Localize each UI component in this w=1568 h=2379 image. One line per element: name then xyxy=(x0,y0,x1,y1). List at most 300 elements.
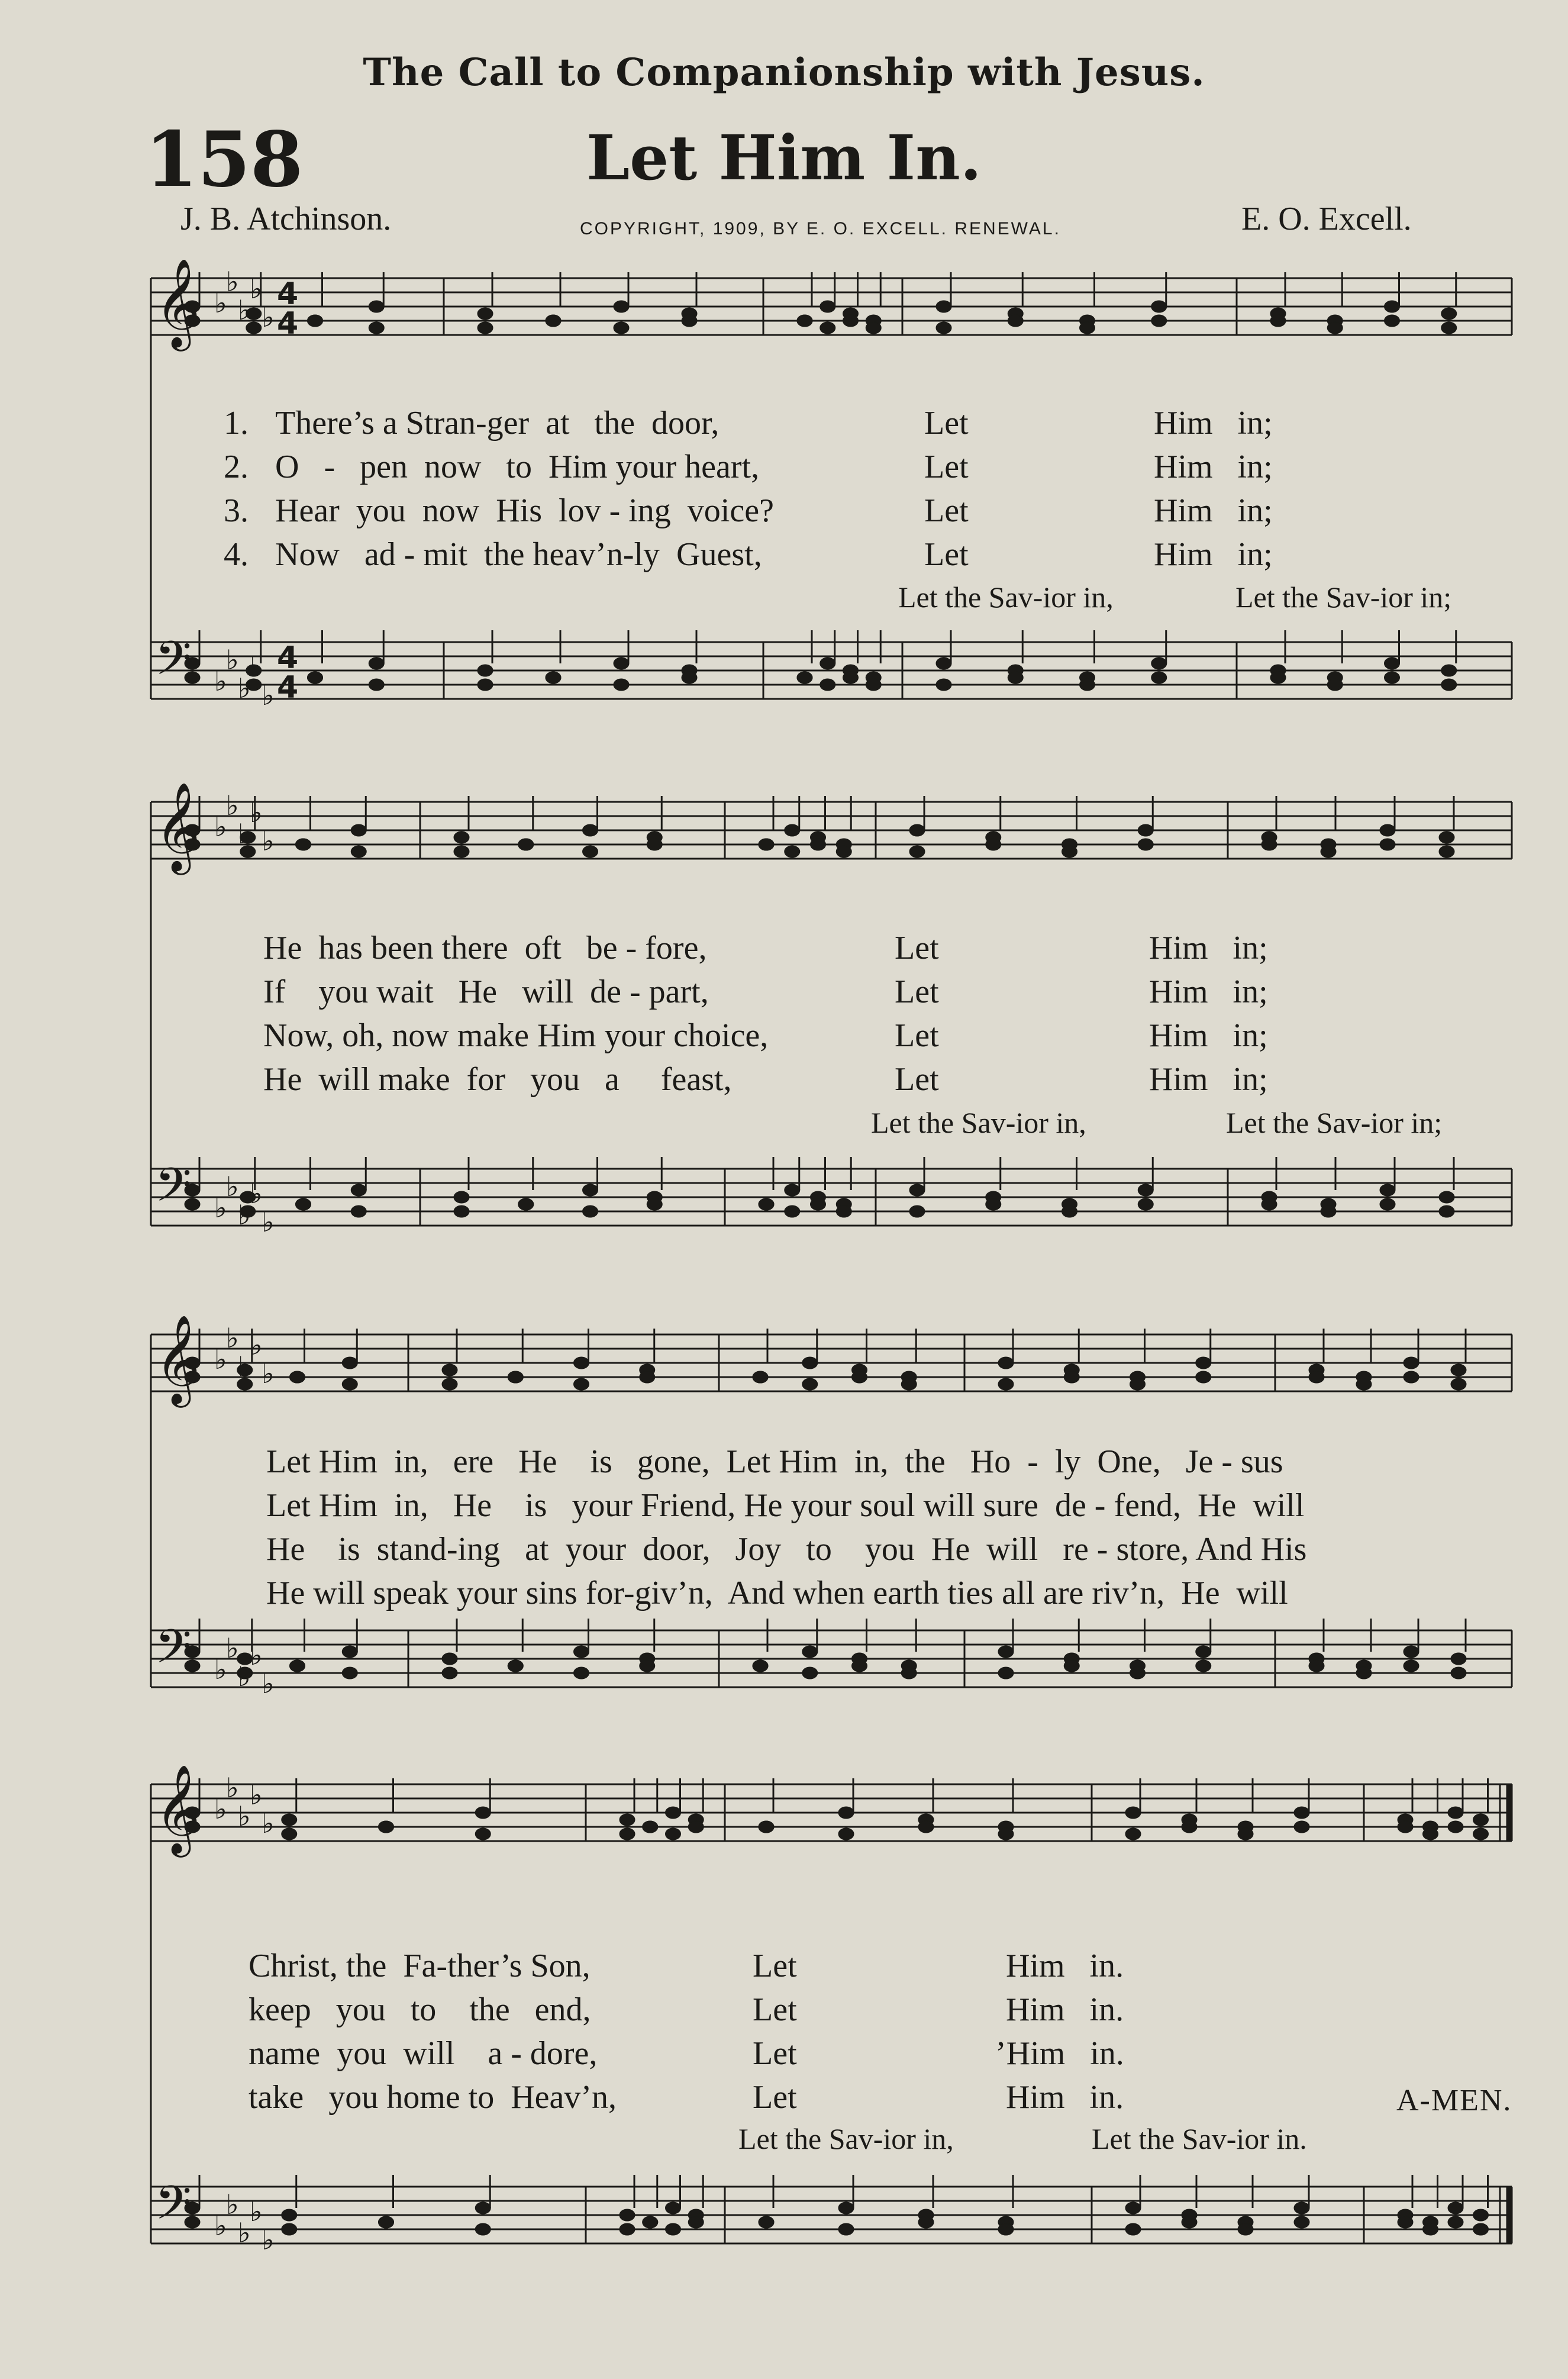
notehead xyxy=(1423,1828,1438,1840)
verse-number: 1. xyxy=(224,405,249,441)
flat-sign: ♭ xyxy=(214,665,227,697)
notehead xyxy=(785,824,800,836)
notehead xyxy=(1182,2216,1197,2228)
lyric-line: Let Him in, ere He is gone, Let Him in, the Ho - ly One, Je - sus xyxy=(266,1443,1283,1480)
notehead xyxy=(1441,679,1457,691)
flat-sign: ♭ xyxy=(226,2188,239,2220)
lyric-line: He will make for you a feast, xyxy=(263,1061,732,1098)
notehead xyxy=(296,839,311,850)
notehead xyxy=(647,1198,662,1210)
notehead xyxy=(1080,679,1095,691)
notehead xyxy=(820,322,835,334)
lyric-line: Now, oh, now make Him your choice, xyxy=(263,1017,769,1054)
notehead xyxy=(1294,2202,1309,2214)
bass-clef: 𝄢 xyxy=(155,2175,192,2242)
lyric-let: Let xyxy=(924,492,969,529)
lyric-him-in: Him in; xyxy=(1154,536,1273,573)
hymn-number: 158 xyxy=(145,115,304,204)
notehead xyxy=(998,1357,1014,1369)
treble-clef: 𝄞 xyxy=(155,1764,201,1853)
lyric-him-in: Him in; xyxy=(1149,973,1268,1010)
treble-clef: 𝄞 xyxy=(155,257,201,347)
flat-sign: ♭ xyxy=(250,1779,263,1811)
notehead xyxy=(1439,831,1454,843)
notehead xyxy=(820,679,835,691)
flat-sign: ♭ xyxy=(226,789,239,821)
notehead xyxy=(583,1184,598,1196)
notehead xyxy=(666,1828,681,1840)
notehead xyxy=(1182,1821,1197,1833)
notehead xyxy=(1270,315,1286,327)
response-lyric: Let the Sav-ior in; xyxy=(1226,1106,1443,1139)
lyric-him-in: Him in; xyxy=(1154,492,1273,529)
lyric-line: Let Him in, He is your Friend, He your soul will sure de - fend, He will xyxy=(266,1487,1305,1524)
notehead xyxy=(614,657,629,669)
notehead xyxy=(1125,1828,1141,1840)
notehead xyxy=(1385,672,1400,684)
notehead xyxy=(998,1646,1014,1658)
notehead xyxy=(802,1378,818,1390)
verse-number: 2. xyxy=(224,449,249,485)
notehead xyxy=(866,322,881,334)
treble-clef: 𝄞 xyxy=(155,1314,201,1404)
notehead xyxy=(1448,2216,1463,2228)
notehead xyxy=(866,679,881,691)
lyric-him-in: ’Him in. xyxy=(995,2035,1124,2072)
notehead xyxy=(454,1191,469,1203)
notehead xyxy=(308,672,323,684)
lyric-line: take you home to Heav’n, xyxy=(249,2079,617,2116)
notehead xyxy=(918,2216,934,2228)
flat-sign: ♭ xyxy=(226,1772,239,1804)
notehead xyxy=(1309,1660,1324,1672)
notehead xyxy=(574,1357,589,1369)
flat-sign: ♭ xyxy=(238,1350,251,1382)
flat-sign: ♭ xyxy=(214,1653,227,1685)
flat-sign: ♭ xyxy=(238,1661,251,1693)
notehead xyxy=(478,322,493,334)
notehead xyxy=(820,301,835,312)
notehead xyxy=(1441,322,1457,334)
notehead xyxy=(1196,1660,1211,1672)
notehead xyxy=(1294,2216,1309,2228)
notehead xyxy=(909,1205,925,1217)
notehead xyxy=(1356,1667,1372,1679)
notehead xyxy=(342,1378,357,1390)
flat-sign: ♭ xyxy=(262,825,275,857)
notehead xyxy=(918,1821,934,1833)
notehead xyxy=(1294,1807,1309,1819)
notehead xyxy=(1385,315,1400,327)
time-signature: 4 xyxy=(277,640,299,676)
notehead xyxy=(379,1821,394,1833)
flat-sign: ♭ xyxy=(250,2196,263,2228)
notehead xyxy=(1404,1371,1419,1383)
notehead xyxy=(1448,2202,1463,2214)
notehead xyxy=(1008,315,1023,327)
flat-sign: ♭ xyxy=(214,1192,227,1224)
flat-sign: ♭ xyxy=(238,294,251,326)
notehead xyxy=(1385,657,1400,669)
lyric-him-in: Him in. xyxy=(1006,1948,1124,1984)
lyric-line: If you wait He will de - part, xyxy=(263,973,709,1010)
notehead xyxy=(454,1205,469,1217)
notehead xyxy=(1380,1184,1395,1196)
notehead xyxy=(475,1807,491,1819)
notehead xyxy=(1321,846,1336,858)
lyric-him-in: Him in; xyxy=(1149,1061,1268,1098)
notehead xyxy=(282,1814,297,1826)
notehead xyxy=(1321,1205,1336,1217)
notehead xyxy=(379,2216,394,2228)
notehead xyxy=(574,1378,589,1390)
response-lyric: Let the Sav-ior in; xyxy=(1235,581,1452,614)
lyric-line: He is stand-ing at your door, Joy to you He will re - store, And His xyxy=(266,1531,1307,1568)
notehead xyxy=(1356,1378,1372,1390)
flat-sign: ♭ xyxy=(238,2217,251,2249)
notehead xyxy=(282,2223,297,2235)
notehead xyxy=(936,301,951,312)
notehead xyxy=(282,1828,297,1840)
notehead xyxy=(1294,1821,1309,1833)
notehead xyxy=(442,1378,457,1390)
notehead xyxy=(454,846,469,858)
notehead xyxy=(351,1205,366,1217)
notehead xyxy=(843,672,859,684)
notehead xyxy=(342,1357,357,1369)
notehead xyxy=(369,657,384,669)
notehead xyxy=(1380,839,1395,850)
notehead xyxy=(1439,1205,1454,1217)
notehead xyxy=(1151,657,1167,669)
notehead xyxy=(546,672,561,684)
flat-sign: ♭ xyxy=(214,811,227,843)
notehead xyxy=(1404,1357,1419,1369)
notehead xyxy=(1448,1821,1463,1833)
notehead xyxy=(1270,672,1286,684)
notehead xyxy=(998,1828,1014,1840)
notehead xyxy=(620,2223,635,2235)
lyric-let: Let xyxy=(753,1991,797,2028)
flat-sign: ♭ xyxy=(250,273,263,305)
notehead xyxy=(1196,1357,1211,1369)
notehead xyxy=(1309,1371,1324,1383)
lyric-him-in: Him in; xyxy=(1149,930,1268,966)
flat-sign: ♭ xyxy=(262,2224,275,2256)
notehead xyxy=(666,2202,681,2214)
notehead xyxy=(351,846,366,858)
notehead xyxy=(688,1821,704,1833)
notehead xyxy=(802,1667,818,1679)
notehead xyxy=(1441,665,1457,676)
flat-sign: ♭ xyxy=(226,1322,239,1354)
music-credit: E. O. Excell. xyxy=(1241,201,1412,237)
lyric-line: Now ad - mit the heav’n-ly Guest, xyxy=(275,536,762,573)
notehead xyxy=(620,1814,635,1826)
flat-sign: ♭ xyxy=(262,301,275,333)
notehead xyxy=(759,2216,774,2228)
flat-sign: ♭ xyxy=(238,818,251,850)
notehead xyxy=(785,1184,800,1196)
notehead xyxy=(986,839,1001,850)
notehead xyxy=(1138,1184,1153,1196)
flat-sign: ♭ xyxy=(226,1171,239,1203)
hymn-title: Let Him In. xyxy=(586,121,982,194)
flat-sign: ♭ xyxy=(238,672,251,704)
flat-sign: ♭ xyxy=(262,1206,275,1238)
notehead xyxy=(1404,1660,1419,1672)
notehead xyxy=(1380,824,1395,836)
notehead xyxy=(1451,1667,1466,1679)
lyric-let: Let xyxy=(895,1061,939,1098)
flat-sign: ♭ xyxy=(262,1807,275,1839)
flat-sign: ♭ xyxy=(262,679,275,711)
notehead xyxy=(574,1646,589,1658)
notehead xyxy=(909,1184,925,1196)
notehead xyxy=(802,1646,818,1658)
notehead xyxy=(647,839,662,850)
lyric-line: Christ, the Fa-ther’s Son, xyxy=(249,1948,591,1984)
lyric-let: Let xyxy=(895,930,939,966)
lyric-let: Let xyxy=(924,449,969,485)
notehead xyxy=(475,2202,491,2214)
response-lyric: Let the Sav-ior in. xyxy=(1092,2122,1307,2155)
notehead xyxy=(753,1371,768,1383)
notehead xyxy=(640,1371,655,1383)
notehead xyxy=(1398,2216,1413,2228)
notehead xyxy=(518,839,534,850)
bass-clef: 𝄢 xyxy=(155,1619,192,1685)
lyric-let: Let xyxy=(753,2035,797,2072)
notehead xyxy=(1398,1821,1413,1833)
notehead xyxy=(998,1378,1014,1390)
notehead xyxy=(1130,1667,1146,1679)
lyric-line: He will speak your sins for-giv’n, And when earth ties all are riv’n, He will xyxy=(266,1575,1288,1611)
notehead xyxy=(666,1807,681,1819)
response-lyric: Let the Sav-ior in, xyxy=(898,581,1114,614)
notehead xyxy=(643,2216,658,2228)
notehead xyxy=(936,322,951,334)
lyric-line: name you will a - dore, xyxy=(249,2035,598,2072)
notehead xyxy=(666,2223,681,2235)
notehead xyxy=(282,2209,297,2221)
words-credit: J. B. Atchinson. xyxy=(180,201,392,237)
lyric-him-in: Him in; xyxy=(1154,449,1273,485)
notehead xyxy=(290,1371,305,1383)
flat-sign: ♭ xyxy=(250,1639,263,1671)
notehead xyxy=(1473,2209,1489,2221)
copyright-notice: COPYRIGHT, 1909, BY E. O. EXCELL. RENEWAL. xyxy=(580,219,1061,238)
notehead xyxy=(936,657,951,669)
verse-number: 3. xyxy=(224,492,249,529)
flat-sign: ♭ xyxy=(226,266,239,298)
flat-sign: ♭ xyxy=(214,1343,227,1375)
lyric-let: Let xyxy=(895,973,939,1010)
flat-sign: ♭ xyxy=(214,2210,227,2242)
lyric-let: Let xyxy=(753,2079,797,2116)
flat-sign: ♭ xyxy=(262,1358,275,1390)
notehead xyxy=(820,657,835,669)
time-signature: 4 xyxy=(277,670,299,705)
flat-sign: ♭ xyxy=(238,1800,251,1832)
notehead xyxy=(936,679,951,691)
notehead xyxy=(1451,1653,1466,1665)
notehead xyxy=(1439,846,1454,858)
notehead xyxy=(1008,672,1023,684)
notehead xyxy=(583,846,598,858)
bass-clef: 𝄢 xyxy=(155,631,192,697)
notehead xyxy=(986,1198,1001,1210)
flat-sign: ♭ xyxy=(250,797,263,829)
notehead xyxy=(998,1667,1014,1679)
notehead xyxy=(901,1378,917,1390)
notehead xyxy=(811,1198,826,1210)
notehead xyxy=(351,1184,366,1196)
notehead xyxy=(1138,824,1153,836)
flat-sign: ♭ xyxy=(250,1178,263,1210)
notehead xyxy=(759,1198,774,1210)
notehead xyxy=(838,1807,854,1819)
notehead xyxy=(1151,315,1167,327)
lyric-let: Let xyxy=(753,1948,797,1984)
notehead xyxy=(614,322,629,334)
notehead xyxy=(797,315,812,327)
notehead xyxy=(1327,322,1343,334)
notehead xyxy=(518,1198,534,1210)
notehead xyxy=(1080,322,1095,334)
notehead xyxy=(1125,2202,1141,2214)
notehead xyxy=(475,2223,491,2235)
notehead xyxy=(574,1667,589,1679)
notehead xyxy=(682,672,697,684)
notehead xyxy=(759,839,774,850)
notehead xyxy=(1439,1191,1454,1203)
response-lyric: Let the Sav-ior in, xyxy=(738,2122,954,2155)
bass-clef: 𝄢 xyxy=(155,1158,192,1224)
time-signature: 4 xyxy=(277,276,299,312)
notehead xyxy=(1423,2223,1438,2235)
notehead xyxy=(1262,839,1277,850)
notehead xyxy=(508,1660,523,1672)
notehead xyxy=(508,1371,523,1383)
time-signature: 4 xyxy=(277,306,299,341)
notehead xyxy=(614,679,629,691)
flat-sign: ♭ xyxy=(214,287,227,319)
notehead xyxy=(1138,1198,1153,1210)
notehead xyxy=(369,301,384,312)
lyric-line: O - pen now to Him your heart, xyxy=(275,449,760,485)
lyric-line: He has been there oft be - fore, xyxy=(263,930,707,966)
notehead xyxy=(852,1660,867,1672)
notehead xyxy=(369,322,384,334)
notehead xyxy=(308,315,323,327)
notehead xyxy=(852,1371,867,1383)
notehead xyxy=(342,1646,357,1658)
notehead xyxy=(1196,1646,1211,1658)
notehead xyxy=(583,1205,598,1217)
notehead xyxy=(909,846,925,858)
notehead xyxy=(759,1821,774,1833)
flat-sign: ♭ xyxy=(262,1668,275,1700)
response-lyric: Let the Sav-ior in, xyxy=(871,1106,1086,1139)
notehead xyxy=(1151,672,1167,684)
notehead xyxy=(478,679,493,691)
notehead xyxy=(620,2209,635,2221)
notehead xyxy=(614,301,629,312)
notehead xyxy=(1238,1828,1253,1840)
notehead xyxy=(838,2223,854,2235)
verse-number: 4. xyxy=(224,536,249,573)
notehead xyxy=(342,1667,357,1679)
notehead xyxy=(836,1205,851,1217)
lyric-him-in: Him in. xyxy=(1006,2079,1124,2116)
notehead xyxy=(1238,2223,1253,2235)
flat-sign: ♭ xyxy=(250,651,263,683)
notehead xyxy=(620,1828,635,1840)
notehead xyxy=(583,824,598,836)
notehead xyxy=(1327,679,1343,691)
notehead xyxy=(454,831,469,843)
notehead xyxy=(1385,301,1400,312)
notehead xyxy=(1130,1378,1146,1390)
flat-sign: ♭ xyxy=(238,1199,251,1231)
notehead xyxy=(1151,301,1167,312)
notehead xyxy=(785,846,800,858)
notehead xyxy=(909,824,925,836)
notehead xyxy=(1441,308,1457,320)
notehead xyxy=(682,315,697,327)
lyric-line: Hear you now His lov - ing voice? xyxy=(275,492,774,529)
flat-sign: ♭ xyxy=(214,1793,227,1825)
notehead xyxy=(1451,1364,1466,1376)
notehead xyxy=(838,2202,854,2214)
notehead xyxy=(546,315,561,327)
notehead xyxy=(1473,2223,1489,2235)
lyric-let: Let xyxy=(924,536,969,573)
lyric-line: keep you to the end, xyxy=(249,1991,591,2028)
notehead xyxy=(643,1821,658,1833)
notehead xyxy=(802,1357,818,1369)
lyric-him-in: Him in. xyxy=(1006,1991,1124,2028)
notehead xyxy=(1196,1371,1211,1383)
notehead xyxy=(1064,1660,1079,1672)
notehead xyxy=(785,1205,800,1217)
section-title: The Call to Companionship with Jesus. xyxy=(363,50,1205,95)
notehead xyxy=(442,1667,457,1679)
notehead xyxy=(296,1198,311,1210)
notehead xyxy=(1473,1828,1489,1840)
lyric-him-in: Him in; xyxy=(1154,405,1273,441)
notehead xyxy=(753,1660,768,1672)
notehead xyxy=(1380,1198,1395,1210)
notehead xyxy=(1451,1378,1466,1390)
notehead xyxy=(797,672,812,684)
notehead xyxy=(998,2223,1014,2235)
lyric-let: Let xyxy=(895,1017,939,1054)
notehead xyxy=(290,1660,305,1672)
notehead xyxy=(640,1660,655,1672)
lyric-him-in: Him in; xyxy=(1149,1017,1268,1054)
notehead xyxy=(688,2216,704,2228)
flat-sign: ♭ xyxy=(226,1632,239,1664)
notehead xyxy=(811,839,826,850)
lyric-let: Let xyxy=(924,405,969,441)
notehead xyxy=(1448,1807,1463,1819)
treble-clef: 𝄞 xyxy=(155,781,201,871)
lyric-line: There’s a Stran-ger at the door, xyxy=(275,405,720,441)
notehead xyxy=(475,1828,491,1840)
notehead xyxy=(838,1828,854,1840)
